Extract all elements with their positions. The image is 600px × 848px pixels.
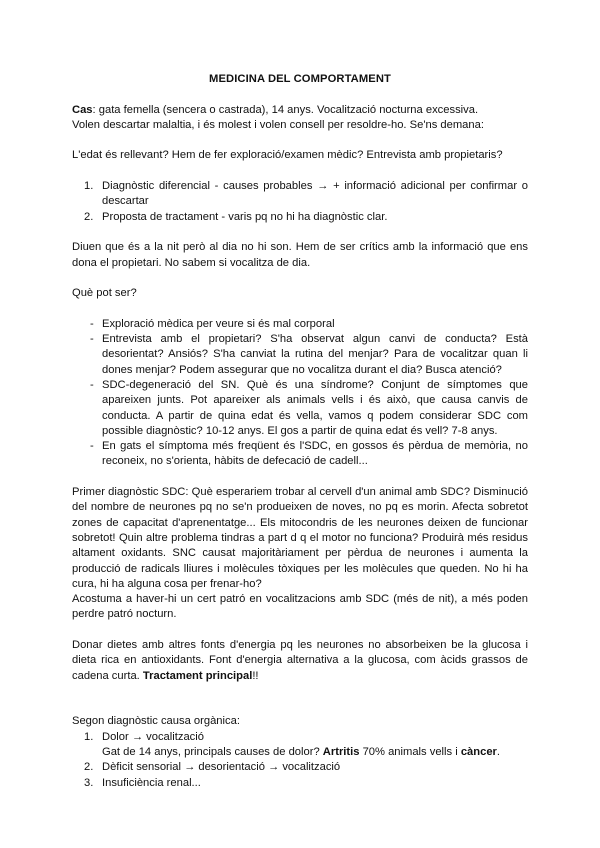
list-item — [72, 179, 528, 210]
organic-intro: Segon diagnòstic causa orgànica: — [72, 715, 240, 728]
paragraph-sdc: Primer diagnòstic SDC: Què esperariem trobar al cervell d'un animal amb SDC? Disminució del nombre de neurones pq no se'n produeixen de noves, no pq es morin. Afecta sobretot zones de capacitat d'aprenentatge... Els mitocondris de les neurones deixen de funcionar sobretot! Quin altre problema tindras a part d q el motor no funciona? Produirà més residus altament oxidants. SNC causat majoritàriament per pèrdua de neurones i aumenta la producció de radicals lliures i molècules tòxiques per les molècules que queden. No hi ha cura, hi ha alguna cosa per frenar-ho? — [72, 486, 528, 590]
paragraph-day: Diuen que és a la nit però al dia no hi son. Hem de ser crítics amb la informació que ens dona el propietari. No sabem si vocalitza de dia. — [72, 241, 528, 269]
list-item — [72, 730, 528, 761]
diet-text: Donar dietes amb altres fonts d'energia pq les neurones no absorbeixen be la glucosa i dieta rica en antioxidants. Font d'energia alternativa a la glucosa, com àcids grassos de cadena curta. — [72, 638, 528, 682]
list-item: - SDC-degeneració del SN. Què és una síndrome? Conjunt de símptomes que apareixen junts. Pot apareixer als animals vells i és això, que causa canvis de conducta. A partir de quina edat és vella, vamos q podem considerar SDC com possible diagnòstic? 10-12 anys. El gos a partir de quina edat és vell? 7-8 anys. — [90, 378, 528, 437]
list-item: - Entrevista amb el propietari? S'ha observat algun canvi de conducta? Està desorientat? Ansiós? S'ha canviat la rutina del menjar? Para de vocalitzar quan li dones menjar? Podem assegurar que no vocalitza durant el dia? Busca atenció? — [90, 333, 528, 376]
list-number: 2. — [84, 210, 94, 223]
list-text: Entrevista amb el propietari? S'ha observat algun canvi de conducta? Està desorientat? Ansiós? S'ha canviat la rutina del menjar? Para de vocalitzar quan li dones menjar? Podem assegurar que no vocalitza durant el dia? Busca atenció? — [102, 333, 528, 376]
paragraph-diet — [72, 638, 528, 684]
case-text: : gata femella (sencera o castrada), 14 anys. Vocalització nocturna excessiva. — [92, 103, 479, 116]
list-text: Insuficiència renal... — [102, 776, 201, 789]
list-text: En gats el símptoma més freqüent és l'SDC, en gossos és pèrdua de memòria, no reconeix, no s'orienta, hàbits de defecació de cadell... — [102, 440, 528, 468]
list-text: Dolor → vocalització — [102, 730, 204, 743]
list-item — [72, 776, 528, 791]
diet-bold: Tractament principal — [142, 669, 253, 682]
document-page — [72, 72, 528, 791]
relevance-question: L'edat és rellevant? Hem de fer exploració/examen mèdic? Entrevista amb propietaris? — [72, 149, 503, 162]
list-item: - Exploració mèdica per veure si és mal corporal — [90, 317, 335, 330]
list-text: Dèficit sensorial → desorientació → vocalització — [102, 761, 341, 774]
list-number: 3. — [84, 776, 94, 789]
list-item: - En gats el símptoma més freqüent és l'SDC, en gossos és pèrdua de memòria, no reconeix, no s'orienta, hàbits de defecació de cadell... — [90, 440, 528, 468]
cancer-bold: càncer — [460, 746, 497, 759]
organic-list — [72, 730, 528, 791]
page-title: MEDICINA DEL COMPORTAMENT — [209, 73, 391, 85]
what-could-be: Què pot ser? — [72, 287, 137, 300]
case-request: Volen descartar malaltia, i és molest i volen consell per resoldre-ho. Se'ns demana: — [72, 118, 484, 131]
list-number: 1. — [84, 730, 94, 743]
pain-detail: Gat de 14 anys, principals causes de dolor? Artritis 70% animals vells i càncer. — [102, 746, 501, 759]
plan-list — [72, 179, 528, 225]
list-number: 1. — [84, 180, 94, 193]
diet-suffix: !! — [252, 669, 259, 682]
case-line — [72, 103, 528, 118]
list-item — [72, 760, 528, 775]
list-text: SDC-degeneració del SN. Què és una síndrome? Conjunt de símptomes que apareixen junts. Pot apareixer als animals vells i és això, que causa canvis de conducta. A partir de quina edat és vella, vamos q podem considerar SDC com possible diagnòstic? 10-12 anys. El gos a partir de quina edat és vell? 7-8 anys. — [102, 378, 528, 437]
paragraph-pattern: Acostuma a haver-hi un cert patró en vocalitzacions amb SDC (més de nit), a més poden perdre patró nocturn. — [72, 593, 528, 621]
list-item — [72, 210, 528, 225]
list-text: Proposta de tractament - varis pq no hi ha diagnòstic clar. — [102, 210, 388, 223]
list-text: Exploració mèdica per veure si és mal corporal — [102, 317, 335, 330]
dash-list — [72, 317, 528, 470]
arthritis-bold: Artritis — [322, 746, 360, 759]
list-text: Diagnòstic diferencial - causes probables → + informació adicional per confirmar o descartar — [102, 180, 528, 208]
list-number: 2. — [84, 761, 94, 774]
case-label: Cas — [72, 103, 93, 116]
